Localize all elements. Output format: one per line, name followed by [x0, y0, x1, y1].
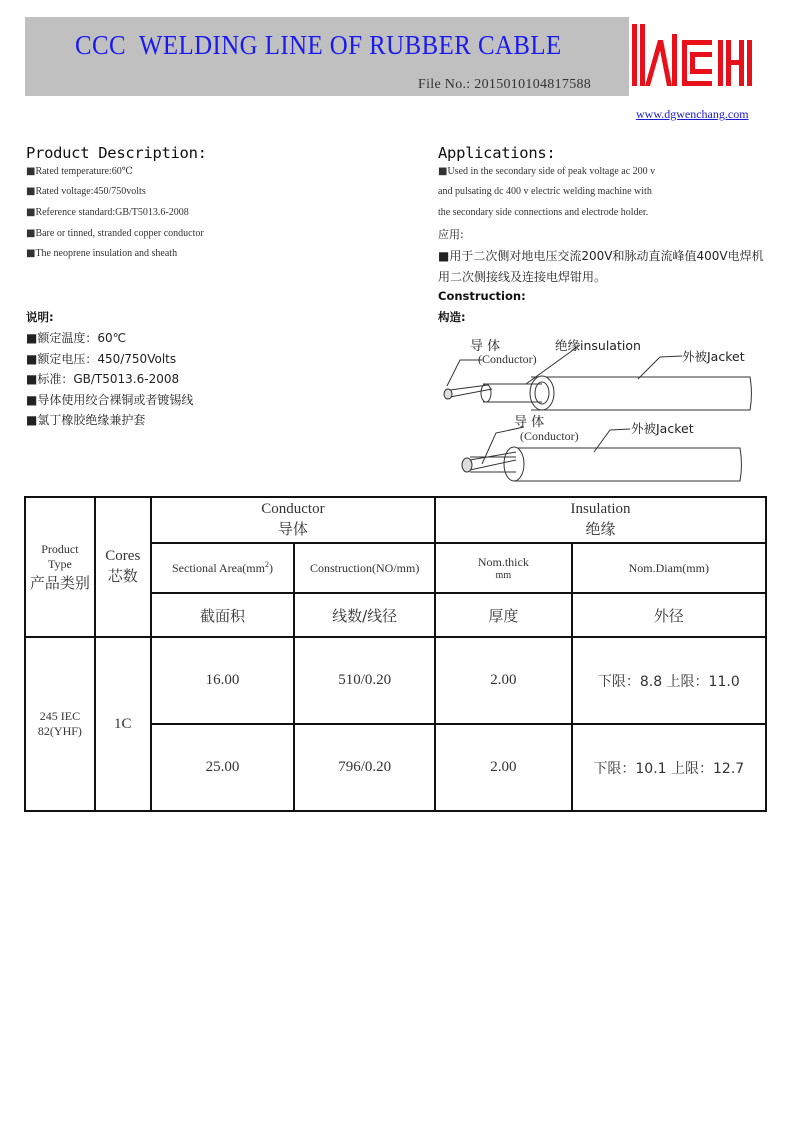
list-item	[26, 186, 146, 197]
applications-cn-line: 用二次侧接线及连接电焊钳用。	[438, 270, 607, 284]
applications-line	[438, 166, 655, 177]
header-text: Nom.thick	[477, 555, 529, 569]
bullet-icon: ■	[26, 372, 38, 386]
table-header-row	[25, 497, 766, 543]
file-number-label: File No.:	[418, 77, 471, 92]
list-item	[26, 228, 204, 239]
bullet-icon: ■	[26, 207, 36, 218]
company-logo	[630, 20, 760, 90]
construction-cell: 796/0.20	[294, 724, 435, 811]
nom-diam-header: Nom.Diam(mm)	[572, 543, 766, 593]
superscript: 2	[264, 560, 269, 569]
spec-table	[24, 496, 767, 812]
table-row	[25, 637, 766, 724]
item-text: 标准：GB/T5013.6-2008	[37, 372, 180, 386]
nom-thick-header	[435, 543, 572, 593]
sectional-area-cn: 截面积	[151, 593, 295, 637]
line-text: Used in the secondary side of peak voltage ac 200 v	[447, 166, 656, 177]
cable-diagram-2	[462, 447, 741, 481]
item-text: Rated temperature:60℃	[35, 166, 133, 177]
cell-text: 82(YHF)	[37, 724, 82, 738]
product-type-value	[25, 637, 95, 811]
line-text: 用于二次侧对地电压交流200V和脉动直流峰值400V电焊机	[449, 249, 764, 263]
header-text: Type	[48, 556, 72, 571]
bullet-icon: ■	[26, 166, 36, 177]
applications-line: the secondary side connections and electrode holder.	[438, 207, 649, 218]
bullet-icon: ■	[26, 393, 38, 407]
list-item	[26, 370, 179, 387]
thick-cn: 厚度	[435, 593, 572, 637]
thick-cell: 2.00	[435, 637, 572, 724]
applications-heading: Applications:	[438, 144, 556, 162]
product-type-header	[25, 497, 95, 637]
bullet-icon: ■	[438, 249, 450, 263]
bullet-icon: ■	[438, 166, 448, 177]
document-title: CCC WELDING LINE OF RUBBER CABLE	[75, 30, 562, 60]
thick-cell: 2.00	[435, 724, 572, 811]
list-item	[26, 166, 133, 177]
header-text: 芯数	[107, 567, 138, 585]
applications-line: and pulsating dc 400 v electric welding machine with	[438, 186, 652, 197]
cell-text: 245 IEC	[39, 709, 81, 723]
list-item	[26, 411, 145, 428]
list-item	[26, 329, 126, 346]
list-item	[26, 391, 193, 408]
product-description-heading: Product Description:	[26, 144, 207, 162]
file-number-value: 2015010104817588	[474, 77, 592, 92]
item-text: Rated voltage:450/750volts	[35, 186, 146, 197]
item-text: 额定电压：450/750Volts	[37, 352, 177, 366]
area-cell: 16.00	[151, 637, 295, 724]
header-text: Insulation	[570, 501, 631, 517]
leader-line	[638, 356, 682, 379]
header-text: Sectional Area(mm	[172, 561, 265, 575]
area-cell: 25.00	[151, 724, 295, 811]
header-text: mm	[495, 570, 512, 581]
bullet-icon: ■	[26, 413, 38, 427]
applications-cn-line	[438, 247, 764, 264]
item-text: 导体使用绞合裸铜或者镀锡线	[37, 393, 194, 407]
construction-cn: 线数/线径	[294, 593, 435, 637]
jacket-label: 外被Jacket	[682, 349, 745, 364]
conductor-label-en: (Conductor)	[520, 429, 579, 443]
header-text: 导体	[277, 520, 308, 538]
header-text: 绝缘	[585, 520, 616, 538]
cable-diagram-1	[444, 376, 751, 410]
description-cn-heading: 说明:	[26, 310, 54, 324]
bullet-icon: ■	[26, 352, 38, 366]
diam-cell: 下限：8.8 上限：11.0	[572, 637, 766, 724]
cores-value: 1C	[95, 637, 151, 811]
applications-cn-heading: 应用:	[438, 228, 464, 241]
header-text: Conductor	[261, 501, 325, 517]
conductor-label-cn: 导 体	[470, 339, 501, 354]
item-text: 氯丁橡胶绝缘兼护套	[37, 413, 146, 427]
cores-header	[95, 497, 151, 637]
bullet-icon: ■	[26, 331, 38, 345]
item-text: The neoprene insulation and sheath	[35, 248, 178, 259]
sectional-area-header	[151, 543, 295, 593]
leader-line	[447, 360, 482, 386]
bullet-icon: ■	[26, 228, 36, 239]
header-text: Product	[41, 541, 79, 556]
header-text: )	[268, 561, 273, 575]
list-item	[26, 207, 189, 218]
construction-cell: 510/0.20	[294, 637, 435, 724]
construction-heading: Construction:	[438, 289, 526, 303]
header-text: 产品类别	[29, 573, 90, 592]
item-text: 额定温度：60℃	[37, 331, 127, 345]
bullet-icon: ■	[26, 186, 36, 197]
header-text: Cores	[105, 548, 141, 564]
conductor-label-en: (Conductor)	[478, 352, 537, 366]
list-item	[26, 248, 177, 259]
logo-mark-icon	[632, 24, 752, 86]
conductor-label-cn: 导 体	[514, 415, 545, 430]
bullet-icon: ■	[26, 248, 36, 259]
construction-header: Construction(NO/mm)	[294, 543, 435, 593]
conductor-header	[151, 497, 435, 543]
jacket-label: 外被Jacket	[631, 421, 694, 436]
diam-cell: 下限：10.1 上限：12.7	[572, 724, 766, 811]
website-link[interactable]: www.dgwenchang.com	[636, 107, 749, 121]
item-text: Bare or tinned, stranded copper conductor	[35, 228, 204, 239]
construction-cn-heading: 构造:	[438, 310, 466, 324]
insulation-header	[435, 497, 766, 543]
list-item	[26, 350, 176, 367]
file-number	[418, 77, 591, 93]
insulation-label: 绝缘insulation	[555, 338, 641, 353]
item-text: Reference standard:GB/T5013.6-2008	[35, 207, 189, 218]
diam-cn: 外径	[572, 593, 766, 637]
